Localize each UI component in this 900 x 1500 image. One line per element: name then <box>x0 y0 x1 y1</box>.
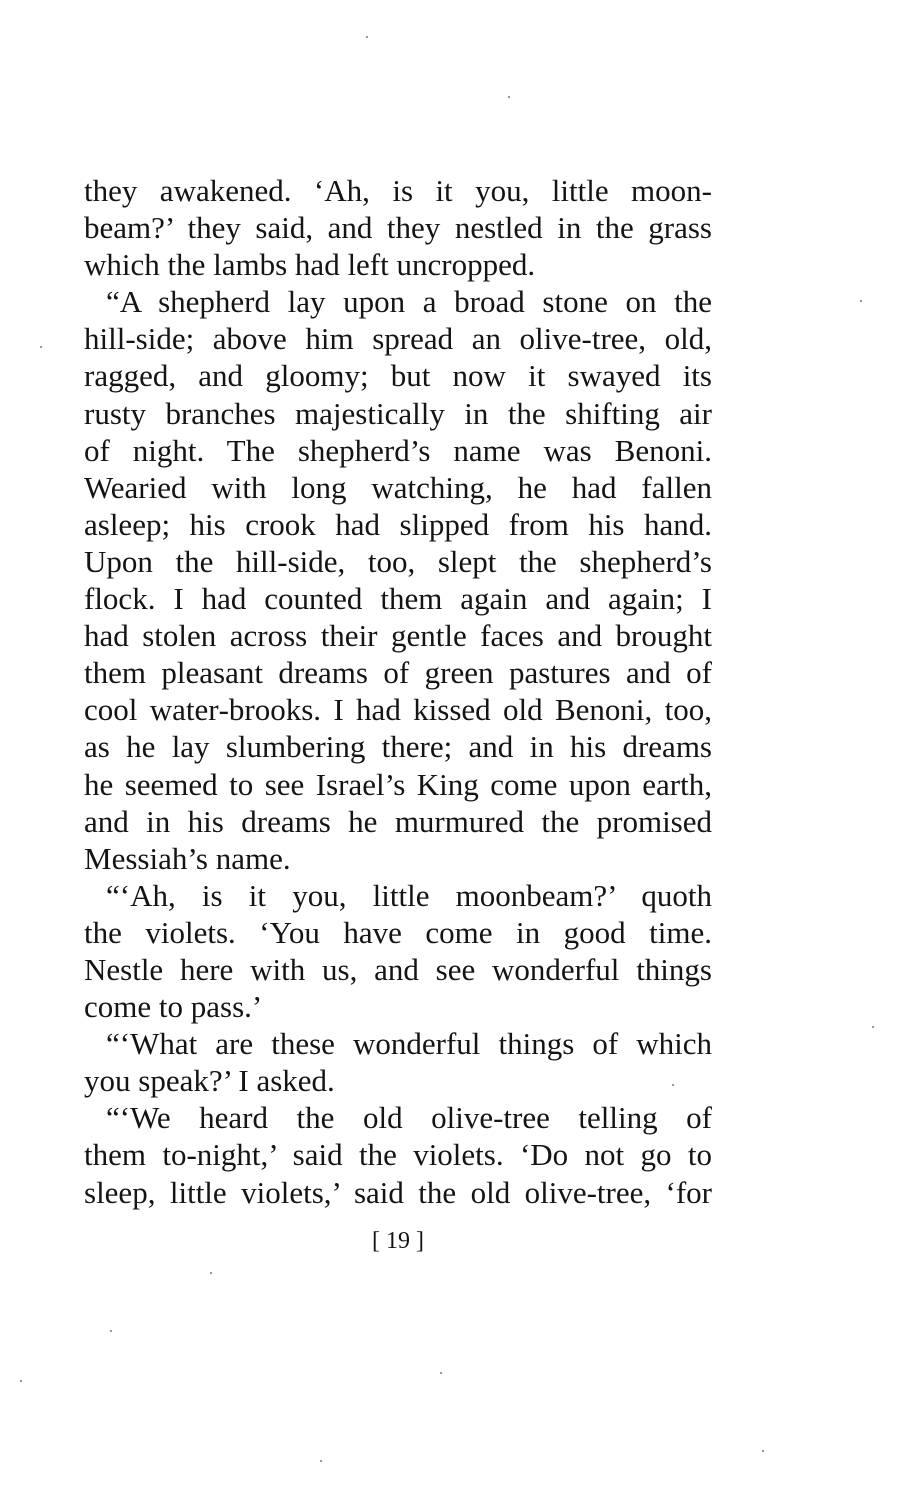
text-line: had stolen across their gentle faces and brought <box>84 618 712 654</box>
body-text <box>84 172 712 1211</box>
text-line: of night. The shepherd’s name was Benoni. <box>84 432 712 468</box>
scan-speck <box>210 1272 212 1274</box>
text-line: he seemed to see Israel’s King come upon earth, <box>84 766 712 802</box>
scan-speck <box>110 1330 112 1332</box>
scan-speck <box>872 1026 874 1028</box>
scan-speck <box>440 1372 442 1374</box>
scan-speck <box>508 96 510 98</box>
text-line: rusty branches majestically in the shifting air <box>84 395 712 431</box>
text-line: sleep, little violets,’ said the old olive‑tree, ‘for <box>84 1174 712 1210</box>
text-line: Messiah’s name. <box>84 840 291 876</box>
text-line: the violets. ‘You have come in good time. <box>84 914 712 950</box>
page-number: [ 19 ] <box>372 1228 424 1254</box>
text-line: beam?’ they said, and they nestled in the grass <box>84 210 712 246</box>
text-line: Upon the hill‑side, too, slept the shepherd’s <box>84 543 712 579</box>
scan-speck <box>860 300 862 302</box>
text-line: and in his dreams he murmured the promised <box>84 803 712 839</box>
text-line: come to pass.’ <box>84 989 263 1025</box>
text-line: “‘Ah, is it you, little moonbeam?’ quoth <box>106 877 712 913</box>
scan-speck <box>366 36 368 38</box>
text-line: you speak?’ I asked. <box>84 1063 335 1099</box>
text-line: hill‑side; above him spread an olive‑tree, old, <box>84 321 712 357</box>
scan-speck <box>672 1084 674 1086</box>
text-line: as he lay slumbering there; and in his dreams <box>84 729 712 765</box>
text-line: Wearied with long watching, he had fallen <box>84 469 712 505</box>
text-line: ragged, and gloomy; but now it swayed its <box>84 358 712 394</box>
scan-speck <box>40 346 42 348</box>
text-line: Nestle here with us, and see wonderful things <box>84 951 712 987</box>
text-line: “A shepherd lay upon a broad stone on the <box>106 284 712 320</box>
scan-speck <box>320 1460 322 1462</box>
scan-speck <box>762 1450 764 1452</box>
text-line: cool water‑brooks. I had kissed old Benoni, too, <box>84 692 712 728</box>
text-line: them to‑night,’ said the violets. ‘Do not go to <box>84 1137 712 1173</box>
text-line: them pleasant dreams of green pastures and of <box>84 655 712 691</box>
scan-speck <box>20 1380 22 1382</box>
text-line: they awakened. ‘Ah, is it you, little moon‑ <box>84 173 712 208</box>
text-line: asleep; his crook had slipped from his hand. <box>84 506 712 542</box>
text-line: “‘We heard the old olive‑tree telling of <box>106 1100 712 1136</box>
text-line: which the lambs had left uncropped. <box>84 247 536 283</box>
text-line: flock. I had counted them again and again; I <box>84 581 712 617</box>
text-line: “‘What are these wonderful things of which <box>106 1026 712 1062</box>
